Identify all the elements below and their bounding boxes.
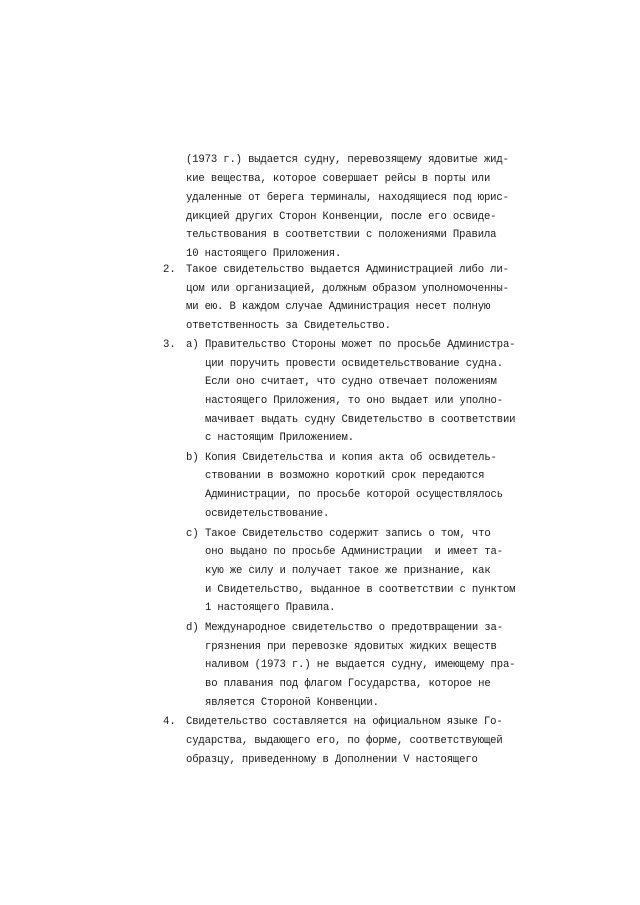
item-3a-line-4: настоящего Приложения, то оно выдает или уполно- [205,395,503,407]
item-3a-letter: a) [186,339,199,351]
intro-line-1: (1973 г.) выдается судну, перевозящему ядовитые жид- [186,154,509,166]
intro-line-5: тельствования в соответствии с положениями Правила [186,229,497,241]
item-3b-line-4: освидетельствование. [205,508,330,520]
item-4-number: 4. [163,716,176,728]
item-3b-line-1: Копия Свидетельства и копия акта об освидетель- [205,452,497,464]
item-3a-line-6: с настоящим Приложением. [205,432,354,444]
item-3c-line-3: кую же силу и получает такое же признание, как [205,565,491,577]
item-3b-letter: b) [186,452,199,464]
item-4-line-1: Свидетельство составляется на официальном языке Го- [186,716,503,728]
item-3b-line-2: ствовании в возможно короткий срок передаются [205,470,485,482]
item-2-line-1: Такое свидетельство выдается Администрацией либо ли- [186,264,509,276]
item-3c-line-1: Такое Свидетельство содержит запись о том, что [205,528,491,540]
item-2-line-4: ответственность за Свидетельство. [186,320,391,332]
intro-line-3: удаленные от берега терминалы, находящиеся под юрис- [186,192,509,204]
item-3c-line-4: и Свидетельство, выданное в соответствии с пунктом [205,584,516,596]
item-3-number: 3. [163,339,176,351]
item-3d-letter: d) [186,622,199,634]
item-4-line-3: образцу, приведенному в Дополнении V настоящего [186,754,478,766]
item-3a-line-1: Правительство Стороны может по просьбе Администра- [205,339,516,351]
item-3c-line-2: оно выдано по просьбе Администрации и имеет та- [205,546,503,558]
item-4-line-2: сударства, выдающего его, по форме, соответствующей [186,735,503,747]
intro-line-4: дикцией других Сторон Конвенции, после его освиде- [186,211,497,223]
item-3a-line-2: ции поручить провести освидетельствование судна. [205,358,503,370]
item-3c-letter: c) [186,528,199,540]
intro-line-2: кие вещества, которое совершает рейсы в порты или [186,173,491,185]
item-2-number: 2. [163,264,176,276]
item-2-line-2: цом или организацией, должным образом уполномоченны- [186,283,509,295]
item-3b-line-3: Администрации, по просьбе которой осуществлялось [205,489,503,501]
item-3a-line-5: мачивает выдать судну Свидетельство в соответствии [205,414,516,426]
item-3d-line-5: является Стороной Конвенции. [205,697,379,709]
item-3a-line-3: Если оно считает, что судно отвечает положениям [205,376,497,388]
item-3d-line-3: наливом (1973 г.) не выдается судну, имеющему пра- [205,659,516,671]
item-3c-line-5: 1 настоящего Правила. [205,602,336,614]
item-3d-line-2: грязнения при перевозке ядовитых жидких веществ [205,641,497,653]
item-2-line-3: ми ею. В каждом случае Администрация несет полную [186,301,491,313]
item-3d-line-4: во плавания под флагом Государства, которое не [205,678,491,690]
item-3d-line-1: Международное свидетельство о предотвращении за- [205,622,503,634]
intro-line-6: 10 настоящего Приложения. [186,248,342,260]
